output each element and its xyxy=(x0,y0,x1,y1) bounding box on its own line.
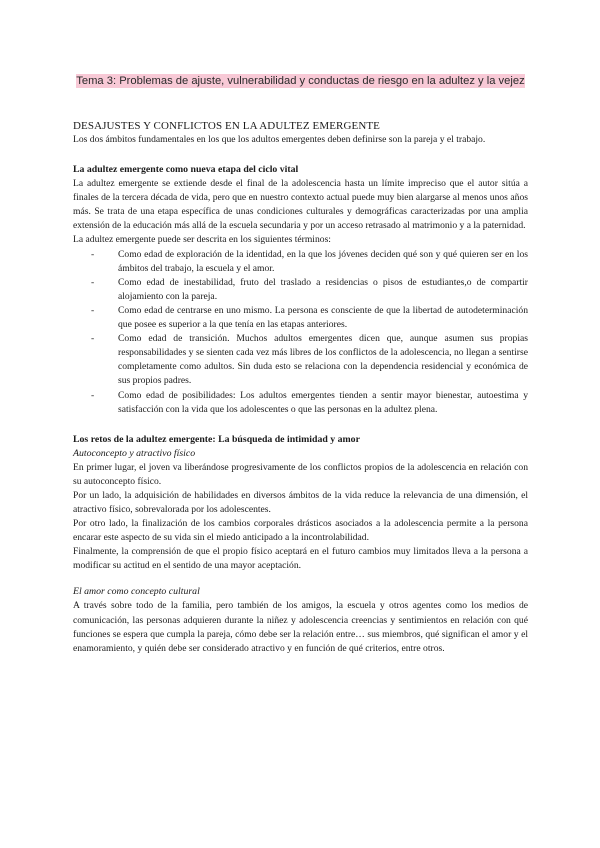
subsection-heading-nueva-etapa: La adultez emergente como nueva etapa del ciclo vital xyxy=(73,164,299,176)
characteristics-list xyxy=(73,248,528,417)
list-item-text: Como edad de exploración de la identidad, en la que los jóvenes deciden qué son y qué quieren ser en los ámbitos del trabajo, la escuela y el amor. xyxy=(118,248,528,274)
dash-bullet: - xyxy=(91,248,95,260)
section-intro-paragraph: Los dos ámbitos fundamentales en los que los adultos emergentes deben definirse son la pareja y el trabajo. xyxy=(73,134,486,145)
section-heading-desajustes: DESAJUSTES Y CONFLICTOS EN LA ADULTEZ EMERGENTE xyxy=(73,120,381,132)
dash-bullet: - xyxy=(91,276,95,288)
document-title xyxy=(73,72,528,91)
list-item-text: Como edad de posibilidades: Los adultos emergentes tienden a sentir mayor bienestar, autoestima y satisfacción con la vida que los adolescentes o que las personas en la adultez plena. xyxy=(118,389,528,415)
list-item xyxy=(91,248,528,276)
paragraph-autoconcepto-3: Por otro lado, la finalización de los cambios corporales drásticos asociados a la adolescencia permite a la persona encarar este aspecto de su vida sin el miedo anticipado a la incontrolabilidad. xyxy=(73,518,528,544)
dash-bullet: - xyxy=(91,304,95,316)
paragraph-autoconcepto-1: En primer lugar, el joven va liberándose progresivamente de los conflictos propios de la adolescencia en relación con su autoconcepto físico. xyxy=(73,461,528,487)
dash-bullet: - xyxy=(91,389,95,401)
subheading-autoconcepto: Autoconcepto y atractivo físico xyxy=(73,447,196,459)
list-item xyxy=(91,304,528,332)
paragraph-terminos-intro: La adultez emergente puede ser descrita en los siguientes términos: xyxy=(73,234,331,246)
list-item xyxy=(91,276,528,304)
list-item-text: Como edad de transición. Muchos adultos emergentes dicen que, aunque asumen sus propias responsabilidades y se sienten cada vez más libres de los conflictos de la adolescencia, no llegan a sentirse completamente como adultos. Sin duda esto se relaciona con la dependencia residencial y económica de sus propios padres. xyxy=(118,333,528,387)
paragraph-amor-cultural: A través sobre todo de la familia, pero también de los amigos, la escuela y otros agentes como los medios de comunicación, las personas adquieren durante la niñez y adolescencia creencias y sentimientos en relación con qué funciones se espera que cumpla la pareja, cómo debe ser la relación entre… sus miembros, qué significan el amor y el enamoramiento, y quién debe ser considerado atractivo y en función de qué criterios, entre otros. xyxy=(73,600,528,654)
paragraph-autoconcepto-4: Finalmente, la comprensión de que el propio físico aceptará en el futuro cambios muy limitados lleva a la persona a modificar su actitud en el sentido de una mayor aceptación. xyxy=(73,546,528,572)
subheading-amor-cultural: El amor como concepto cultural xyxy=(73,586,200,598)
dash-bullet: - xyxy=(91,333,95,345)
paragraph-autoconcepto-2: Por un lado, la adquisición de habilidades en diversos ámbitos de la vida reduce la relevancia de una dimensión, el atractivo físico, sobrevalorada por los adolescentes. xyxy=(73,489,528,515)
list-item xyxy=(91,389,528,417)
list-item-text: Como edad de inestabilidad, fruto del traslado a residencias o pisos de estudiantes,o de compartir alojamiento con la pareja. xyxy=(118,276,528,302)
list-item-text: Como edad de centrarse en uno mismo. La persona es consciente de que la libertad de autodeterminación que posee es superior a la que tenía en las etapas anteriores. xyxy=(118,304,528,331)
list-item xyxy=(91,332,528,388)
paragraph-adultez-definicion: La adultez emergente se extiende desde el final de la adolescencia hasta un límite impreciso que el autor sitúa a finales de la tercera década de vida, pero que en nuestro contexto actual puede muy bien alargarse al menos unos años más. Se trata de una etapa específica de unas condiciones culturales y demográficas caracterizadas por una amplia extensión de la educación más allá de la escuela secundaria y por un acceso retrasado al matrimonio y a la paternidad. xyxy=(73,178,528,232)
title-highlight: Tema 3: Problemas de ajuste, vulnerabilidad y conductas de riesgo en la adultez y la vejez xyxy=(76,75,525,87)
subsection-heading-retos: Los retos de la adultez emergente: La búsqueda de intimidad y amor xyxy=(73,433,360,445)
